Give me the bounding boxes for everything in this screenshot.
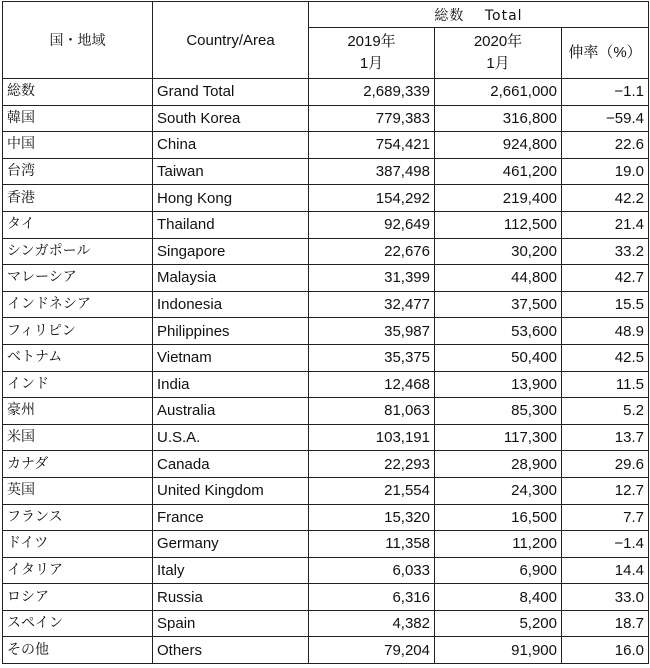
cell-region-ja: カナダ bbox=[3, 451, 153, 478]
cell-growth-rate: 7.7 bbox=[562, 504, 649, 531]
cell-value-2019: 754,421 bbox=[309, 132, 435, 159]
cell-country-en: Australia bbox=[153, 398, 309, 425]
cell-value-2019: 12,468 bbox=[309, 371, 435, 398]
header-growth-rate: 伸率（%） bbox=[562, 28, 649, 79]
table-row bbox=[3, 79, 649, 106]
cell-value-2020: 30,200 bbox=[435, 238, 562, 265]
cell-value-2020: 5,200 bbox=[435, 610, 562, 637]
cell-value-2019: 31,399 bbox=[309, 265, 435, 292]
cell-growth-rate: 22.6 bbox=[562, 132, 649, 159]
cell-growth-rate: 18.7 bbox=[562, 610, 649, 637]
cell-region-ja: ロシア bbox=[3, 584, 153, 611]
table-row bbox=[3, 105, 649, 132]
cell-region-ja: その他 bbox=[3, 637, 153, 664]
table-row bbox=[3, 318, 649, 345]
cell-country-en: Thailand bbox=[153, 211, 309, 238]
cell-value-2020: 6,900 bbox=[435, 557, 562, 584]
visitor-statistics-table bbox=[2, 1, 649, 664]
header-2020-jan bbox=[435, 28, 562, 79]
cell-value-2020: 924,800 bbox=[435, 132, 562, 159]
cell-value-2020: 461,200 bbox=[435, 158, 562, 185]
cell-region-ja: フランス bbox=[3, 504, 153, 531]
table-row bbox=[3, 211, 649, 238]
cell-growth-rate: 14.4 bbox=[562, 557, 649, 584]
cell-country-en: Canada bbox=[153, 451, 309, 478]
cell-growth-rate: 13.7 bbox=[562, 424, 649, 451]
cell-region-ja: マレーシア bbox=[3, 265, 153, 292]
cell-value-2020: 11,200 bbox=[435, 531, 562, 558]
cell-value-2020: 85,300 bbox=[435, 398, 562, 425]
cell-value-2020: 91,900 bbox=[435, 637, 562, 664]
cell-country-en: China bbox=[153, 132, 309, 159]
table-row bbox=[3, 504, 649, 531]
cell-value-2019: 15,320 bbox=[309, 504, 435, 531]
table-row bbox=[3, 424, 649, 451]
header-country-en: Country/Area bbox=[153, 2, 309, 79]
cell-country-en: U.S.A. bbox=[153, 424, 309, 451]
cell-growth-rate: −59.4 bbox=[562, 105, 649, 132]
header-group-total: 総数 Total bbox=[309, 2, 649, 28]
cell-value-2019: 2,689,339 bbox=[309, 79, 435, 106]
cell-growth-rate: −1.4 bbox=[562, 531, 649, 558]
header-2019-month: 1月 bbox=[359, 55, 384, 72]
cell-country-en: United Kingdom bbox=[153, 477, 309, 504]
header-2019-jan bbox=[309, 28, 435, 79]
cell-country-en: Malaysia bbox=[153, 265, 309, 292]
cell-country-en: Vietnam bbox=[153, 344, 309, 371]
cell-growth-rate: 42.2 bbox=[562, 185, 649, 212]
cell-value-2020: 37,500 bbox=[435, 291, 562, 318]
cell-region-ja: 総数 bbox=[3, 79, 153, 106]
cell-value-2020: 50,400 bbox=[435, 344, 562, 371]
cell-growth-rate: 11.5 bbox=[562, 371, 649, 398]
cell-country-en: South Korea bbox=[153, 105, 309, 132]
cell-value-2019: 103,191 bbox=[309, 424, 435, 451]
cell-value-2019: 6,033 bbox=[309, 557, 435, 584]
cell-country-en: Spain bbox=[153, 610, 309, 637]
cell-region-ja: 米国 bbox=[3, 424, 153, 451]
header-2019-year: 2019年 bbox=[347, 33, 396, 50]
table-row bbox=[3, 398, 649, 425]
cell-growth-rate: 21.4 bbox=[562, 211, 649, 238]
cell-growth-rate: 15.5 bbox=[562, 291, 649, 318]
cell-country-en: Grand Total bbox=[153, 79, 309, 106]
cell-value-2019: 35,987 bbox=[309, 318, 435, 345]
table-row bbox=[3, 344, 649, 371]
cell-value-2019: 22,293 bbox=[309, 451, 435, 478]
cell-country-en: Russia bbox=[153, 584, 309, 611]
cell-value-2019: 387,498 bbox=[309, 158, 435, 185]
cell-growth-rate: 42.7 bbox=[562, 265, 649, 292]
cell-value-2020: 13,900 bbox=[435, 371, 562, 398]
cell-value-2019: 92,649 bbox=[309, 211, 435, 238]
cell-growth-rate: 48.9 bbox=[562, 318, 649, 345]
cell-growth-rate: 16.0 bbox=[562, 637, 649, 664]
cell-region-ja: ベトナム bbox=[3, 344, 153, 371]
table-row bbox=[3, 531, 649, 558]
cell-growth-rate: 5.2 bbox=[562, 398, 649, 425]
table-row bbox=[3, 451, 649, 478]
cell-value-2019: 4,382 bbox=[309, 610, 435, 637]
cell-value-2019: 6,316 bbox=[309, 584, 435, 611]
header-2020-month: 1月 bbox=[486, 55, 510, 72]
cell-country-en: Hong Kong bbox=[153, 185, 309, 212]
cell-region-ja: 中国 bbox=[3, 132, 153, 159]
cell-region-ja: ドイツ bbox=[3, 531, 153, 558]
cell-region-ja: シンガポール bbox=[3, 238, 153, 265]
cell-value-2019: 22,676 bbox=[309, 238, 435, 265]
cell-region-ja: 豪州 bbox=[3, 398, 153, 425]
cell-country-en: Singapore bbox=[153, 238, 309, 265]
cell-growth-rate: −1.1 bbox=[562, 79, 649, 106]
cell-region-ja: スペイン bbox=[3, 610, 153, 637]
header-region-ja: 国・地域 bbox=[3, 2, 153, 79]
table-row bbox=[3, 477, 649, 504]
cell-region-ja: 香港 bbox=[3, 185, 153, 212]
table-row bbox=[3, 158, 649, 185]
cell-value-2020: 117,300 bbox=[435, 424, 562, 451]
cell-value-2020: 316,800 bbox=[435, 105, 562, 132]
table-row bbox=[3, 238, 649, 265]
cell-value-2020: 112,500 bbox=[435, 211, 562, 238]
cell-region-ja: 韓国 bbox=[3, 105, 153, 132]
cell-value-2019: 154,292 bbox=[309, 185, 435, 212]
cell-value-2020: 44,800 bbox=[435, 265, 562, 292]
cell-country-en: Others bbox=[153, 637, 309, 664]
cell-country-en: India bbox=[153, 371, 309, 398]
cell-value-2020: 28,900 bbox=[435, 451, 562, 478]
table-row bbox=[3, 610, 649, 637]
cell-region-ja: 台湾 bbox=[3, 158, 153, 185]
table-row bbox=[3, 132, 649, 159]
cell-growth-rate: 42.5 bbox=[562, 344, 649, 371]
table-row bbox=[3, 637, 649, 664]
cell-country-en: France bbox=[153, 504, 309, 531]
table-row bbox=[3, 185, 649, 212]
cell-region-ja: フィリピン bbox=[3, 318, 153, 345]
cell-region-ja: イタリア bbox=[3, 557, 153, 584]
cell-value-2019: 21,554 bbox=[309, 477, 435, 504]
cell-growth-rate: 33.0 bbox=[562, 584, 649, 611]
cell-growth-rate: 19.0 bbox=[562, 158, 649, 185]
cell-value-2020: 219,400 bbox=[435, 185, 562, 212]
cell-value-2020: 2,661,000 bbox=[435, 79, 562, 106]
cell-region-ja: インドネシア bbox=[3, 291, 153, 318]
cell-growth-rate: 12.7 bbox=[562, 477, 649, 504]
cell-country-en: Taiwan bbox=[153, 158, 309, 185]
header-2020-year: 2020年 bbox=[473, 33, 523, 50]
cell-growth-rate: 33.2 bbox=[562, 238, 649, 265]
cell-country-en: Italy bbox=[153, 557, 309, 584]
cell-value-2019: 35,375 bbox=[309, 344, 435, 371]
cell-value-2020: 8,400 bbox=[435, 584, 562, 611]
cell-growth-rate: 29.6 bbox=[562, 451, 649, 478]
cell-region-ja: タイ bbox=[3, 211, 153, 238]
cell-value-2020: 53,600 bbox=[435, 318, 562, 345]
table-body bbox=[3, 79, 649, 664]
table-row bbox=[3, 291, 649, 318]
table-row bbox=[3, 371, 649, 398]
cell-region-ja: 英国 bbox=[3, 477, 153, 504]
cell-value-2019: 81,063 bbox=[309, 398, 435, 425]
table-row bbox=[3, 584, 649, 611]
cell-country-en: Indonesia bbox=[153, 291, 309, 318]
cell-region-ja: インド bbox=[3, 371, 153, 398]
cell-value-2019: 779,383 bbox=[309, 105, 435, 132]
table-row bbox=[3, 557, 649, 584]
cell-country-en: Germany bbox=[153, 531, 309, 558]
cell-value-2019: 79,204 bbox=[309, 637, 435, 664]
cell-value-2020: 16,500 bbox=[435, 504, 562, 531]
cell-country-en: Philippines bbox=[153, 318, 309, 345]
cell-value-2020: 24,300 bbox=[435, 477, 562, 504]
cell-value-2019: 11,358 bbox=[309, 531, 435, 558]
table-row bbox=[3, 265, 649, 292]
cell-value-2019: 32,477 bbox=[309, 291, 435, 318]
table-header bbox=[3, 2, 649, 79]
